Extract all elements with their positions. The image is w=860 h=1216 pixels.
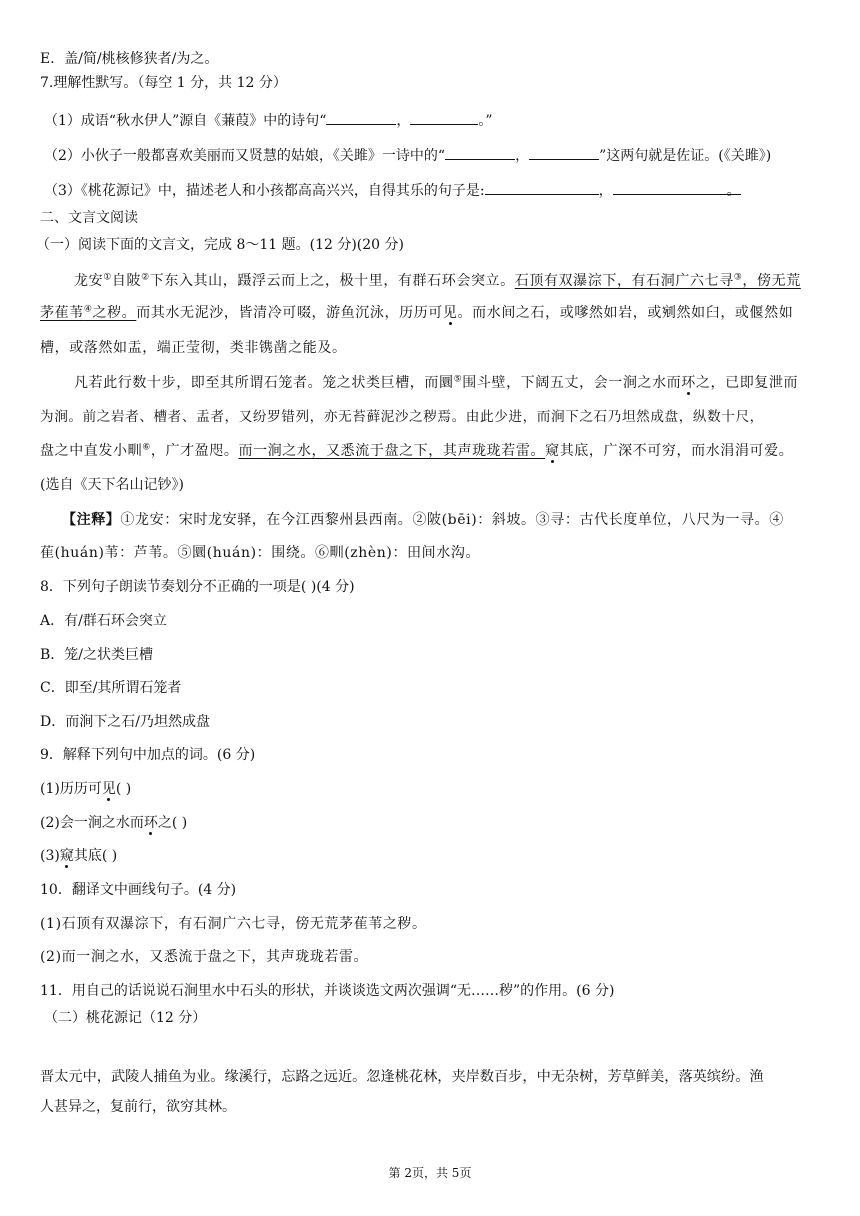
- q10-sentence-2: (2)而一涧之水，又悉流于盘之下，其声珑珑若雷。: [40, 949, 369, 965]
- passage-line-5: 为涧。前之岩者、槽者、盂者，又纷罗错列，亦无苔藓泥沙之秽焉。由此少进，而涧下之石乃坦然成盘，纵数十尺，: [40, 409, 764, 425]
- q7-item-3: （3）《桃花源记》中，描述老人和小孩都高高兴兴，自得其乐的句子是: ， 。: [44, 180, 824, 202]
- q9-item-2: (2)会一涧之水而环之( ): [40, 815, 188, 831]
- q8-option-b: B．笼/之状类巨槽: [40, 647, 154, 663]
- dotted-word-huan: 环: [681, 375, 696, 391]
- passage-source: (选自《天下名山记钞》): [40, 477, 184, 493]
- passage-line-1: 龙安①自陂②下东入其山，蹑浮云而上之，极十里，有群石环会突立。石顶有双瀑淙下，有石洞广六七寻③，傍无荒: [74, 272, 801, 289]
- passage-line-3: 槽，或落然如盂，端正莹彻，类非镌凿之能及。: [40, 340, 347, 356]
- notes-line-2: 萑(huán)苇：芦苇。⑤圜(huán)：围绕。⑥甽(zhèn)：田间水沟。: [40, 545, 481, 561]
- page-footer: 第 2页，共 5页: [388, 1166, 472, 1180]
- section-2-heading: 二、文言文阅读: [40, 210, 138, 226]
- taohua-line-1: 晋太元中，武陵人捕鱼为业。缘溪行，忘路之远近。忽逢桃花林，夹岸数百步，中无杂树，芳草鲜美，落英缤纷。渔: [40, 1069, 764, 1085]
- q7-item-2: （2）小伙子一般都喜欢美丽而又贤慧的姑娘，《关雎》一诗中的“ ， ”这两句就是佐证。(《关雎》): [44, 145, 824, 167]
- q6-option-e: E．盖/简/桃核修狭者/为之。: [40, 51, 219, 67]
- q7-item-1: （1）成语“秋水伊人”源自《蒹葭》中的诗句“ ， 。”: [44, 110, 824, 132]
- passage-line-6: 盘之中直发小甽⑥，广才盈咫。而一涧之水，又悉流于盘之下，其声珑珑若雷。窥其底，广深不可穷，而水涓涓可爱。: [40, 442, 794, 459]
- q8-option-a: A．有/群石环会突立: [40, 613, 167, 629]
- passage-line-4: 凡若此行数十步，即至其所谓石笼者。笼之状类巨槽，而圜⑤围斗壁，下阔五丈，会一涧之水而环之，已即复泄而: [74, 374, 799, 391]
- underlined-sentence-1b: 茅萑苇④之秽。: [40, 304, 137, 321]
- q7-title: 7.理解性默写。（每空 1 分，共 12 分）: [40, 75, 287, 91]
- q10-stem: 10．翻译文中画线句子。(4 分): [40, 882, 237, 898]
- q9-stem: 9．解释下列句中加点的词。(6 分): [40, 747, 256, 763]
- part-2-heading: （二）桃花源记（12 分）: [44, 1010, 207, 1026]
- q7-3-blank-b[interactable]: [613, 180, 727, 195]
- part-1-heading: （一）阅读下面的文言文，完成 8～11 题。(12 分)(20 分): [36, 237, 404, 253]
- q7-3-blank-a[interactable]: [485, 180, 599, 195]
- q7-2-blank-b[interactable]: [529, 145, 599, 160]
- taohua-line-2: 人甚异之，复前行，欲穷其林。: [40, 1099, 236, 1115]
- q7-1-blank-b[interactable]: [410, 110, 478, 125]
- passage-line-2: 茅萑苇④之秽。而其水无泥沙，皆清冷可啜，游鱼沉泳，历历可见。而水间之石，或嗲然如岩，或剜然如臼，或偃然如: [40, 304, 794, 321]
- q9-item-1: (1)历历可见( ): [40, 781, 132, 797]
- notes-line-1: 【注释】①龙安：宋时龙安驿，在今江西黎州县西南。②陂(bēi)：斜坡。③寻：古代长度单位，八尺为一寻。④: [62, 512, 784, 528]
- q8-option-c: C．即至/其所谓石笼者: [40, 680, 182, 696]
- underlined-sentence-2: 而一涧之水，又悉流于盘之下，其声珑珑若雷。: [238, 443, 546, 459]
- q8-stem: 8．下列句子朗读节奏划分不正确的一项是( )(4 分): [40, 579, 355, 595]
- dotted-word-kui: 窥: [545, 443, 560, 459]
- underlined-sentence-1a: 石顶有双瀑淙下，有石洞广六七寻③，傍无荒: [514, 272, 801, 289]
- q7-2-blank-a[interactable]: [445, 145, 515, 160]
- dotted-word-jian: 见: [442, 305, 458, 321]
- q10-sentence-1: (1)石顶有双瀑淙下，有石洞广六七寻，傍无荒茅萑苇之秽。: [40, 916, 427, 932]
- q9-item-3: (3)窥其底( ): [40, 848, 118, 864]
- q8-option-d: D．而涧下之石/乃坦然成盘: [40, 714, 210, 730]
- q7-1-blank-a[interactable]: [326, 110, 396, 125]
- q11-stem: 11．用自己的话说说石涧里水中石头的形状，并谈谈选文两次强调“无……秽”的作用。(6 分): [40, 983, 615, 999]
